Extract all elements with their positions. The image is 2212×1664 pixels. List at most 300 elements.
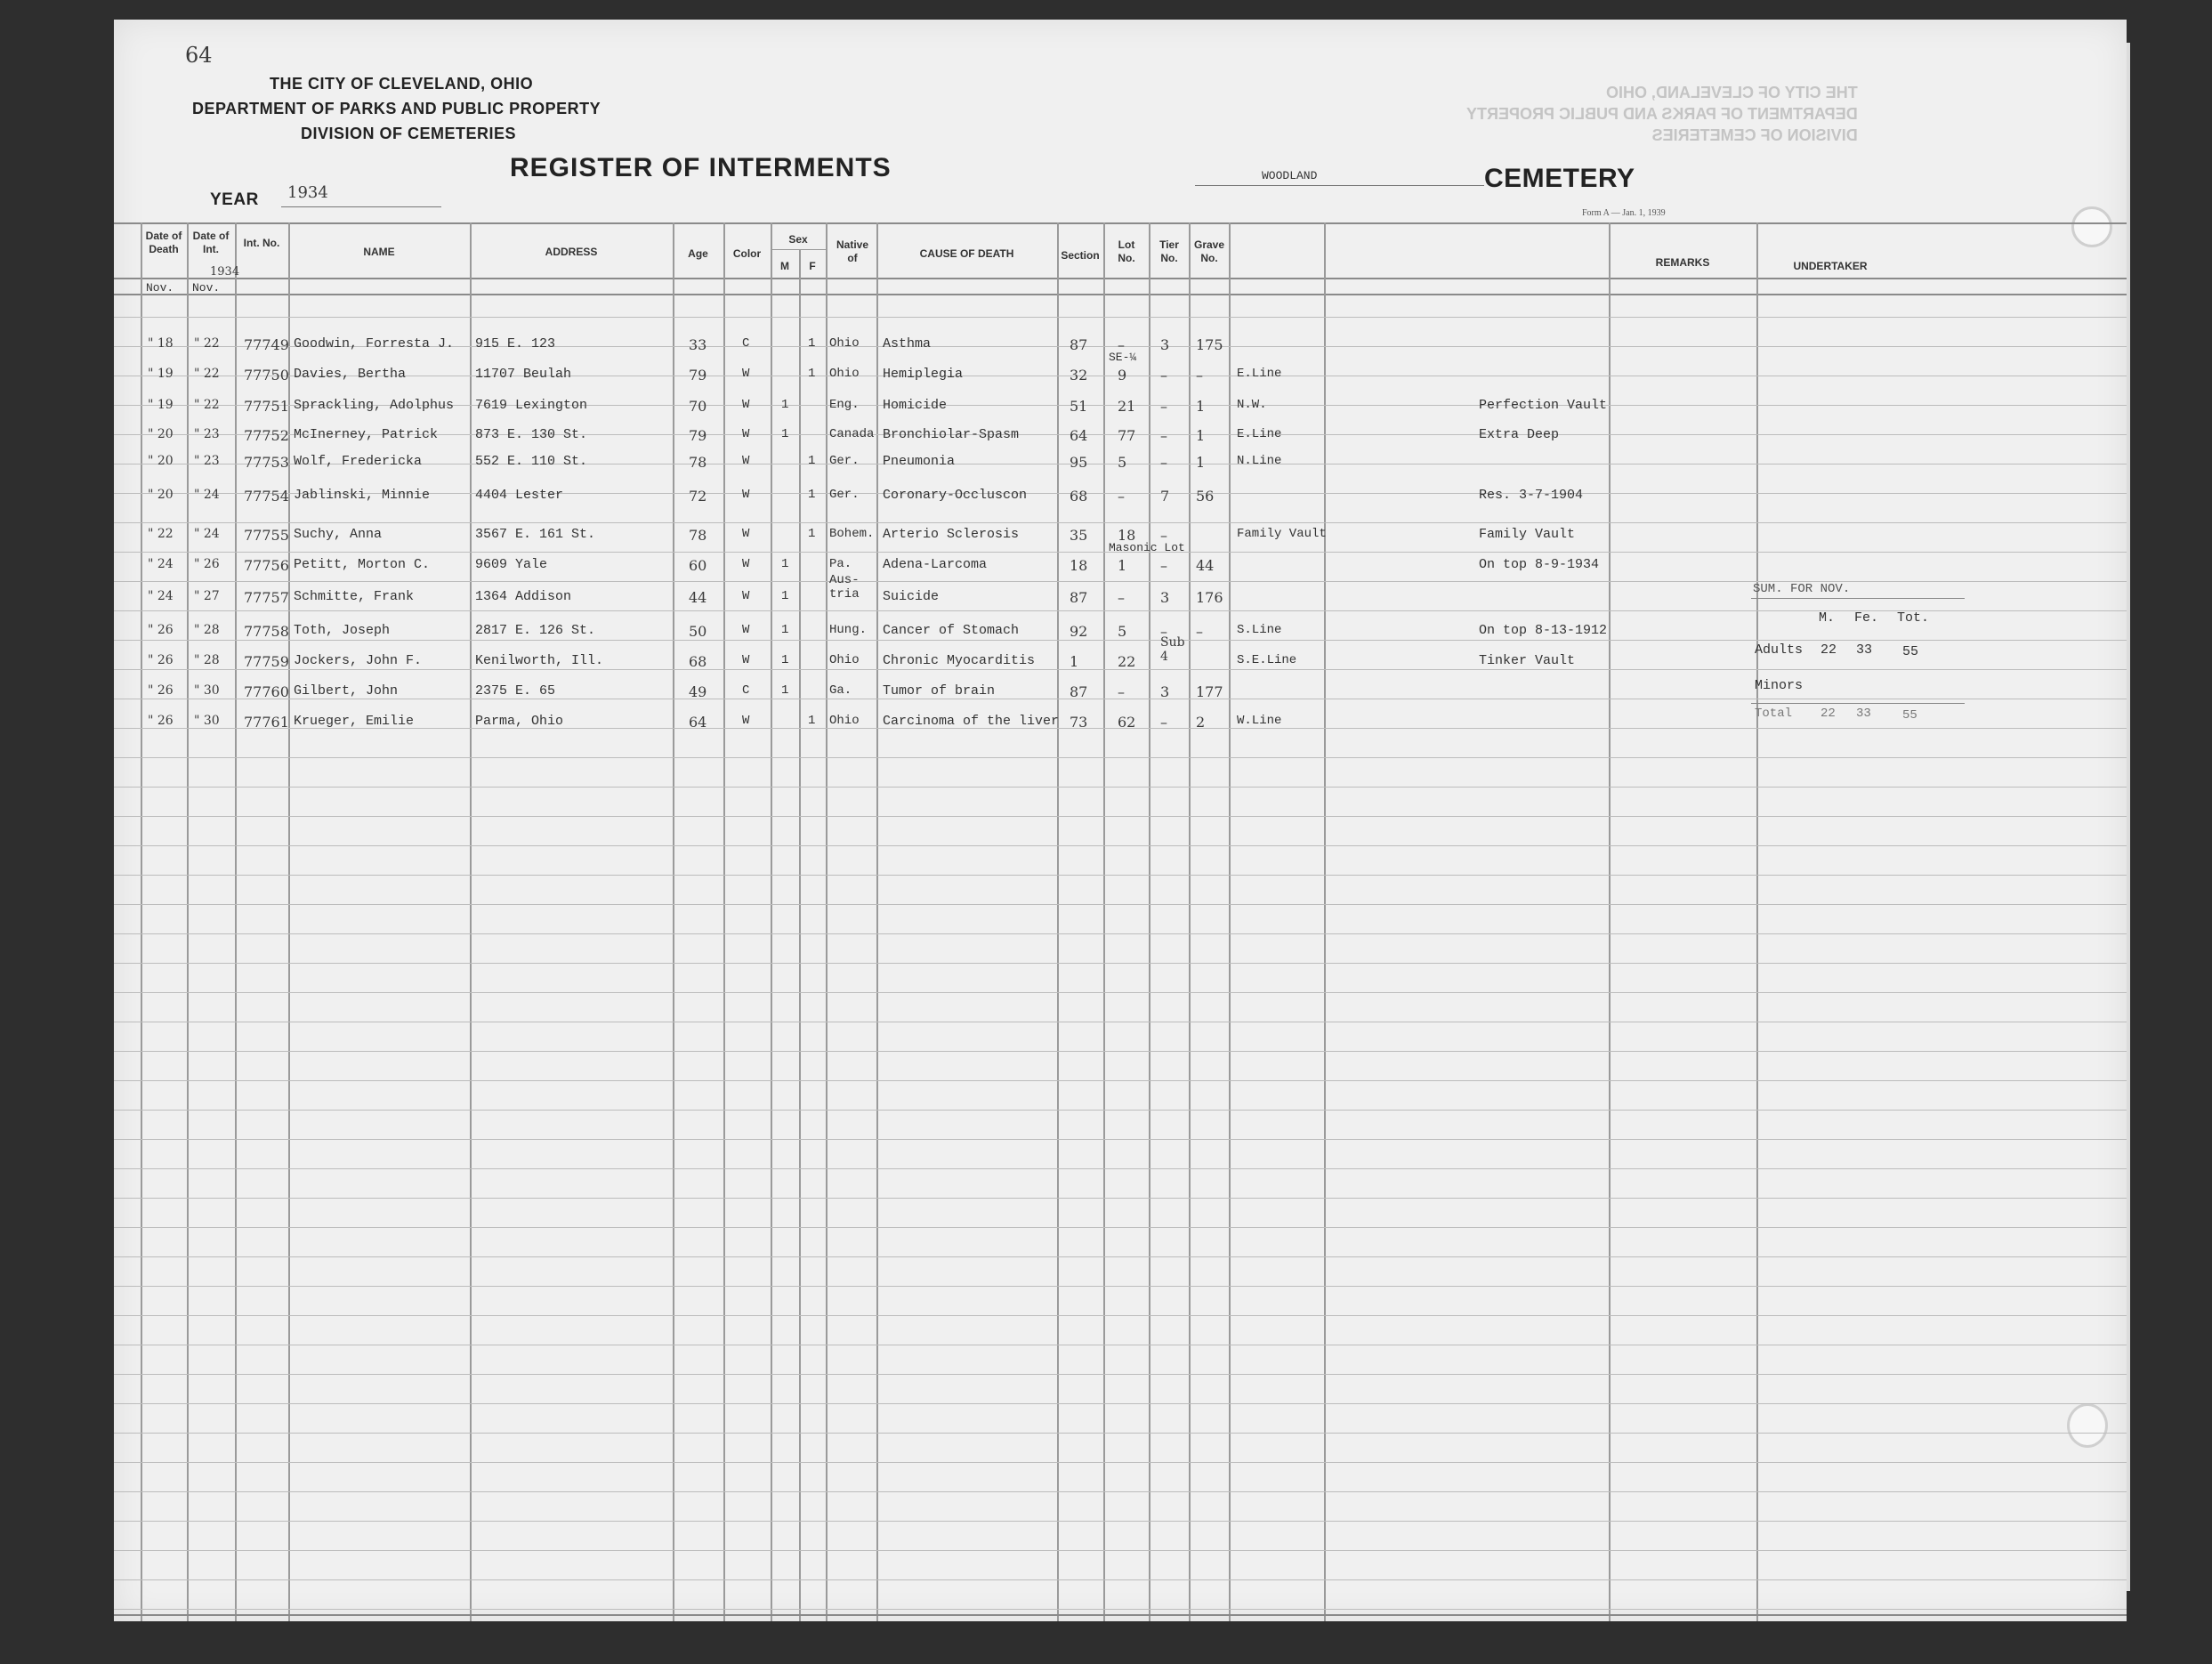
summary-col-fe: Fe. [1854,610,1879,626]
cell-address: Parma, Ohio [475,714,564,729]
binder-ring-bottom [2067,1403,2108,1448]
cell-name: Jablinski, Minnie [294,488,431,503]
cell-age: 79 [689,427,707,444]
cell-native-of: Aus-tria [829,573,860,602]
cell-int-no: 77750 [244,367,289,384]
cell-int-no: 77758 [244,623,289,640]
cell-name: Davies, Bertha [294,367,407,382]
cell-date-of-death: " 22 [148,527,174,541]
ruled-line [114,1462,2127,1463]
cell-native-of: Hung. [829,623,868,637]
cell-sex-m: 1 [781,398,789,412]
table-bottom-rule [114,1614,2127,1616]
summary-total-label: Total [1755,707,1793,721]
cell-lot-no: – [1118,683,1125,700]
cell-date-of-death: " 19 [148,398,174,412]
cell-sex-f: 1 [808,454,816,468]
cell-int-no: 77753 [244,454,289,471]
cell-section: 35 [1070,527,1088,544]
month-death: Nov. [146,281,174,295]
year-label: YEAR [210,190,259,209]
column-rule [1189,222,1191,1621]
ruled-line [114,933,2127,934]
ruled-line [114,787,2127,788]
register-title: REGISTER OF INTERMENTS [510,153,892,182]
col-color: Color [732,247,762,260]
cell-color: W [742,623,750,637]
cell-int-no: 77752 [244,427,289,444]
column-rule [1149,222,1150,1621]
cell-name: Wolf, Fredericka [294,454,423,469]
cell-cause-of-death: Cancer of Stomach [883,623,1020,638]
cell-date-of-int: " 23 [194,427,220,441]
column-rule [771,222,772,1621]
cell-tier-no: 3 [1160,683,1170,700]
cell-int-no: 77757 [244,589,289,606]
cell-age: 44 [689,589,707,606]
cell-lot-no: 22 [1118,653,1136,670]
cell-age: 78 [689,454,707,471]
column-rule [187,222,189,1621]
ruled-line [114,1579,2127,1580]
cell-name: Jockers, John F. [294,653,423,668]
cell-grave-no: 177 [1196,683,1223,700]
ruled-line [114,522,2127,523]
cell-grave-no: 1 [1196,454,1206,471]
col-sex: Sex [788,233,808,246]
cell-age: 33 [689,336,707,353]
cell-date-of-death: " 26 [148,714,174,728]
cell-age: 79 [689,367,707,384]
cell-location-note: N.Line [1237,454,1282,468]
summary-adults-fe: 33 [1856,642,1873,658]
header-bottom-rule [114,278,2127,279]
cell-remarks: Perfection Vault [1479,398,1608,413]
ruled-line [114,1286,2127,1287]
cell-date-of-int: " 28 [194,623,220,637]
col-lot-no: Lot No. [1118,238,1135,264]
sex-subheader-rule [772,249,826,250]
ruled-line [114,1550,2127,1551]
ruled-line [114,816,2127,817]
ruled-line [114,317,2127,318]
col-sex-m: M [780,260,789,272]
ruled-line [114,875,2127,876]
cell-color: W [742,527,750,541]
ruled-line [114,1080,2127,1081]
cell-sex-m: 1 [781,589,789,603]
cell-age: 60 [689,557,707,574]
cell-native-of: Ohio [829,336,860,351]
cell-int-no: 77760 [244,683,289,700]
cell-tier-no: Sub 4 [1160,635,1185,664]
cell-date-of-int: " 22 [194,398,220,412]
cell-sex-m: 1 [781,653,789,667]
cell-date-of-int: " 26 [194,557,220,571]
ruled-line [114,757,2127,758]
cell-date-of-death: " 20 [148,427,174,441]
cell-tier-no: – [1160,623,1167,640]
cell-section: 68 [1070,488,1088,505]
cell-date-of-int: " 27 [194,589,220,603]
cell-tier-no: 3 [1160,336,1170,353]
cell-section: 51 [1070,398,1088,415]
cell-remarks: Tinker Vault [1479,653,1576,668]
cell-native-of: Ohio [829,714,860,728]
cell-cause-of-death: Hemiplegia [883,367,964,382]
table-top-rule [114,222,2127,224]
cell-native-of: Ga. [829,683,852,698]
cell-remarks: On top 8-9-1934 [1479,557,1600,572]
cell-name: Schmitte, Frank [294,589,415,604]
cell-section: 1 [1070,653,1079,670]
cell-remarks: Extra Deep [1479,427,1560,442]
cell-lot-no: 5 [1118,623,1127,640]
column-rule [1756,222,1758,1621]
cell-grave-no: 176 [1196,589,1223,606]
cell-location-note: W.Line [1237,714,1282,728]
cell-lot-no: 1 [1118,557,1127,574]
cemetery-underline [1195,185,1484,186]
cell-tier-no: – [1160,454,1167,471]
cell-remarks: On top 8-13-1912 [1479,623,1608,638]
cell-lot-no: 21 [1118,398,1136,415]
cell-grave-no: 56 [1196,488,1215,505]
cell-date-of-int: " 22 [194,336,220,351]
cell-lot-no: 18 [1118,527,1136,544]
binder-ring-top [2071,206,2112,247]
cell-lot-no: – [1118,488,1125,505]
cell-age: 49 [689,683,707,700]
summary-adults-label: Adults [1755,642,1804,658]
cell-address: 552 E. 110 St. [475,454,588,469]
month-int: Nov. [192,281,221,295]
cell-name: Sprackling, Adolphus [294,398,455,413]
ruled-line [114,992,2127,993]
cell-tier-no: 3 [1160,589,1170,606]
cell-sex-f: 1 [808,527,816,541]
cell-address: 7619 Lexington [475,398,588,413]
cell-address: 1364 Addison [475,589,572,604]
col-int-no: Int. No. [243,237,280,249]
cell-sex-m: 1 [781,623,789,637]
cell-lot-note: Masonic Lot [1109,541,1185,554]
cell-color: W [742,427,750,441]
column-rule [141,222,142,1621]
ruled-line [114,1256,2127,1257]
ruled-line [114,1227,2127,1228]
cell-lot-no: 9 [1118,367,1127,384]
cell-name: Krueger, Emilie [294,714,415,729]
column-rule [723,222,725,1621]
cemetery-name: WOODLAND [1262,169,1318,182]
cell-grave-no: – [1196,367,1203,384]
cell-age: 70 [689,398,707,415]
cell-grave-no: 2 [1196,714,1206,731]
ruled-line [114,1609,2127,1610]
cell-color: W [742,367,750,381]
cell-location-note: E.Line [1237,427,1282,441]
cell-color: C [742,336,750,351]
summary-minors-label: Minors [1755,678,1804,693]
column-rule [1609,222,1611,1621]
cell-date-of-int: " 30 [194,714,220,728]
cell-address: 873 E. 130 St. [475,427,588,442]
year-value: 1934 [287,183,328,202]
cell-section: 32 [1070,367,1088,384]
cell-date-of-death: " 26 [148,683,174,698]
summary-total-tot: 55 [1902,708,1917,723]
cell-name: McInerney, Patrick [294,427,439,442]
summary-col-m: M. [1819,610,1836,626]
cell-date-of-int: " 30 [194,683,220,698]
cell-date-of-death: " 24 [148,557,174,571]
cell-name: Petitt, Morton C. [294,557,431,572]
summary-total-m: 22 [1820,707,1836,721]
cell-name: Gilbert, John [294,683,399,699]
col-undertaker: UNDERTAKER [1793,260,1868,272]
col-name: NAME [363,246,395,258]
cell-section: 87 [1070,336,1088,353]
cell-native-of: Ohio [829,367,860,381]
cell-tier-no: – [1160,398,1167,415]
cell-lot-note: SE-¼ [1109,351,1137,364]
cell-date-of-death: " 26 [148,623,174,637]
cell-date-of-int: " 22 [194,367,220,381]
cell-grave-no: 44 [1196,557,1215,574]
cell-date-of-death: " 26 [148,653,174,667]
ruled-line [114,1315,2127,1316]
page-number: 64 [185,43,213,68]
col-tier-no: Tier No. [1159,238,1179,264]
cell-color: W [742,653,750,667]
summary-adults-tot: 55 [1902,644,1919,659]
register-page [114,20,2127,1621]
column-rule [1103,222,1105,1621]
cell-grave-no: – [1196,623,1203,640]
cell-int-no: 77754 [244,488,289,505]
cell-age: 72 [689,488,707,505]
cell-native-of: Pa. [829,557,852,571]
cell-location-note: E.Line [1237,367,1282,381]
cell-int-no: 77759 [244,653,289,670]
cell-section: 18 [1070,557,1088,574]
cell-date-of-int: " 24 [194,527,220,541]
division-title: DIVISION OF CEMETERIES [301,125,517,142]
cell-date-of-int: " 28 [194,653,220,667]
cell-location-note: Family Vault [1237,527,1327,541]
cell-int-no: 77761 [244,714,289,731]
ruled-line [114,1374,2127,1375]
cell-location-note: N.W. [1237,398,1267,412]
cell-tier-no: – [1160,427,1167,444]
cell-cause-of-death: Chronic Myocarditis [883,653,1036,668]
cell-address: 4404 Lester [475,488,564,503]
column-rule [1324,222,1326,1621]
column-rule [235,222,237,1621]
ruled-line [114,1491,2127,1492]
cell-lot-no: 62 [1118,714,1136,731]
summary-adults-m: 22 [1820,642,1837,658]
cell-native-of: Bohem. [829,527,875,541]
cell-date-of-death: " 19 [148,367,174,381]
summary-total-fe: 33 [1856,707,1871,721]
cemetery-label: CEMETERY [1484,164,1635,193]
cell-color: W [742,714,750,728]
cell-color: W [742,589,750,603]
cell-name: Toth, Joseph [294,623,391,638]
cell-section: 73 [1070,714,1088,731]
cell-section: 95 [1070,454,1088,471]
col-date-of-int: Date of Int. [192,230,230,255]
cell-int-no: 77756 [244,557,289,574]
ruled-line [114,1433,2127,1434]
cell-int-no: 77751 [244,398,289,415]
cell-section: 92 [1070,623,1088,640]
cell-native-of: Ger. [829,454,860,468]
cell-name: Suchy, Anna [294,527,383,542]
cell-date-of-death: " 20 [148,488,174,502]
city-title: THE CITY OF CLEVELAND, OHIO [270,75,534,93]
cell-lot-no: – [1118,336,1125,353]
summary-col-tot: Tot. [1897,610,1930,626]
ruled-line [114,1110,2127,1111]
cell-tier-no: – [1160,527,1167,544]
summary-total-rule [1751,703,1965,704]
cell-address: 9609 Yale [475,557,548,572]
cell-address: 915 E. 123 [475,336,556,351]
ruled-line [114,640,2127,641]
col-sex-f: F [809,260,816,272]
cell-date-of-int: " 23 [194,454,220,468]
cell-native-of: Ohio [829,653,860,667]
bleed-through-text: THE CITY OF CLEVELAND, OHIO DEPARTMENT OF PARKS AND PUBLIC PROPERTY DIVISION OF CEMETERIES [1466,84,1858,144]
column-rule [470,222,472,1621]
cell-cause-of-death: Tumor of brain [883,683,996,699]
cell-color: W [742,557,750,571]
cell-native-of: Eng. [829,398,860,412]
cell-sex-f: 1 [808,714,816,728]
cell-sex-f: 1 [808,367,816,381]
cell-cause-of-death: Bronchiolar-Spasm [883,427,1020,442]
ruled-line [114,845,2127,846]
col-section: Section [1061,249,1100,262]
cell-address: 11707 Beulah [475,367,572,382]
cell-cause-of-death: Homicide [883,398,948,413]
cell-grave-no: 1 [1196,398,1206,415]
column-rule [1057,222,1059,1621]
column-rule [673,222,674,1621]
column-rule [826,222,827,1621]
cell-native-of: Ger. [829,488,860,502]
cell-lot-no: – [1118,589,1125,606]
col-age: Age [688,247,708,260]
col-native-of: Native of [836,238,869,264]
cell-grave-no: 1 [1196,427,1206,444]
cell-date-of-death: " 20 [148,454,174,468]
column-rule [799,249,801,1621]
ruled-line [114,1139,2127,1140]
cell-age: 64 [689,714,707,731]
cell-address: Kenilworth, Ill. [475,653,604,668]
cell-tier-no: – [1160,367,1167,384]
cell-date-of-death: " 18 [148,336,174,351]
cell-cause-of-death: Suicide [883,589,940,604]
col-cause-of-death: CAUSE OF DEATH [919,247,1014,260]
cell-cause-of-death: Asthma [883,336,932,351]
cell-sex-m: 1 [781,683,789,698]
cell-name: Goodwin, Forresta J. [294,336,455,351]
cell-tier-no: 7 [1160,488,1170,505]
cell-tier-no: – [1160,714,1167,731]
cell-cause-of-death: Pneumonia [883,454,956,469]
month-int-year: 1934 [210,265,240,279]
cell-sex-f: 1 [808,488,816,502]
form-note: Form A — Jan. 1, 1939 [1582,208,1666,218]
column-rule [876,222,878,1621]
cell-age: 68 [689,653,707,670]
cell-cause-of-death: Carcinoma of the liver [883,714,1060,729]
col-remarks: REMARKS [1655,256,1710,269]
cell-int-no: 77749 [244,336,289,353]
col-address: ADDRESS [545,246,598,258]
cell-sex-f: 1 [808,336,816,351]
column-rule [1229,222,1231,1621]
cell-remarks: Family Vault [1479,527,1576,542]
cell-color: W [742,454,750,468]
cell-address: 2375 E. 65 [475,683,556,699]
cell-color: C [742,683,750,698]
cell-int-no: 77755 [244,527,289,544]
ruled-line [114,963,2127,964]
cell-section: 87 [1070,683,1088,700]
cell-sex-m: 1 [781,427,789,441]
cell-color: W [742,398,750,412]
department-title: DEPARTMENT OF PARKS AND PUBLIC PROPERTY [192,100,601,117]
cell-section: 87 [1070,589,1088,606]
cell-age: 78 [689,527,707,544]
col-grave-no: Grave No. [1193,238,1225,264]
ruled-line [114,904,2127,905]
cell-address: 2817 E. 126 St. [475,623,596,638]
year-underline [281,206,441,207]
cell-lot-no: 77 [1118,427,1136,444]
cell-date-of-death: " 24 [148,589,174,603]
summary-title-rule [1751,598,1965,599]
cell-location-note: S.E.Line [1237,653,1297,667]
cell-age: 50 [689,623,707,640]
cell-section: 64 [1070,427,1088,444]
ruled-line [114,1051,2127,1052]
ruled-line [114,1403,2127,1404]
cell-grave-no: 175 [1196,336,1223,353]
cell-date-of-int: " 24 [194,488,220,502]
cell-location-note: S.Line [1237,623,1282,637]
cell-cause-of-death: Arterio Sclerosis [883,527,1020,542]
cell-address: 3567 E. 161 St. [475,527,596,542]
summary-title: SUM. FOR NOV. [1753,582,1851,596]
cell-color: W [742,488,750,502]
ruled-line [114,1198,2127,1199]
cell-cause-of-death: Coronary-Occluscon [883,488,1028,503]
cell-remarks: Res. 3-7-1904 [1479,488,1584,503]
cell-native-of: Canada [829,427,875,441]
ruled-line [114,1168,2127,1169]
cell-sex-m: 1 [781,557,789,571]
col-date-of-death: Date of Death [145,230,182,255]
ruled-line [114,1521,2127,1522]
cell-cause-of-death: Adena-Larcoma [883,557,988,572]
